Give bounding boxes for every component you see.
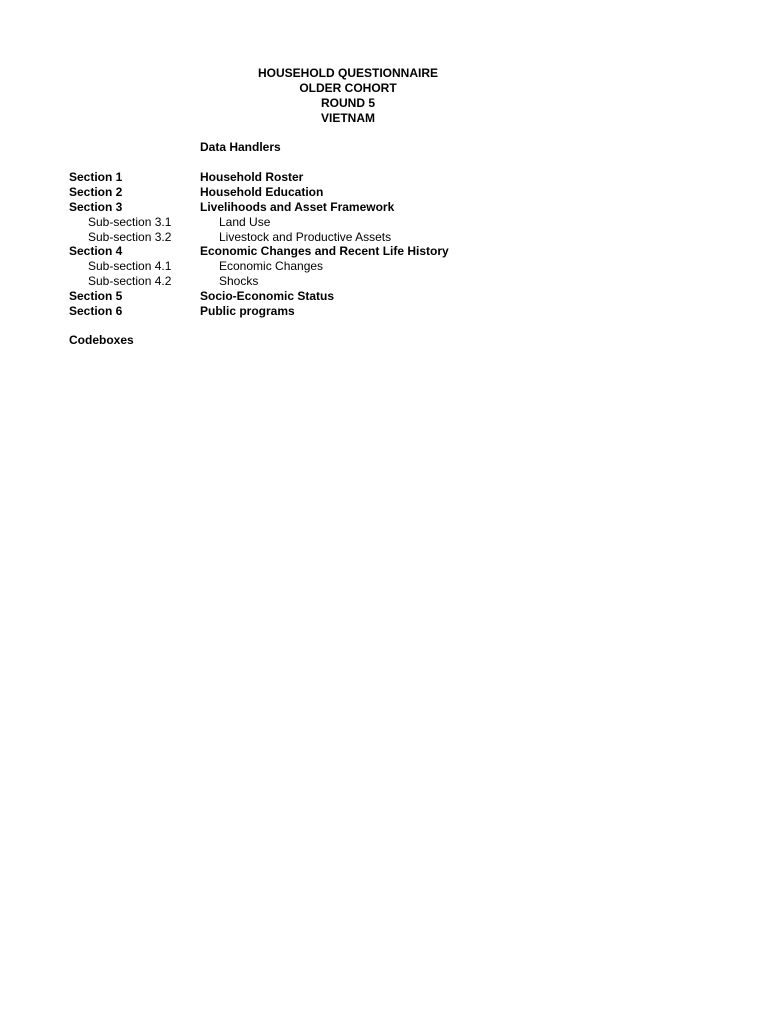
toc-title: Socio-Economic Status — [200, 289, 335, 304]
toc-title: Land Use — [219, 214, 271, 229]
title-line: VIETNAM — [321, 111, 375, 125]
toc-number: Section 3 — [69, 199, 123, 214]
toc-row-subsection-4-2 — [0, 274, 770, 289]
toc-row-subsection-3-2 — [0, 230, 770, 245]
toc-title: Public programs — [200, 304, 295, 319]
toc-number: Sub-section 3.1 — [88, 214, 172, 229]
toc-title: Shocks — [219, 274, 259, 289]
toc-title: Household Roster — [200, 170, 304, 184]
toc-number: Sub-section 4.1 — [88, 259, 172, 274]
toc-row-section-3 — [0, 200, 770, 215]
document-title — [200, 66, 496, 126]
toc-number: Sub-section 3.2 — [88, 229, 172, 244]
toc-row-subsection-4-1 — [0, 259, 770, 274]
toc-number: Section 4 — [69, 244, 123, 259]
toc-title: Household Education — [200, 184, 324, 199]
title-line: HOUSEHOLD QUESTIONNAIRE — [257, 66, 438, 80]
toc-row-subsection-3-1 — [0, 215, 770, 230]
toc-row-section-6 — [0, 304, 770, 319]
toc-number: Sub-section 4.2 — [88, 274, 172, 289]
toc-row-section-2 — [0, 185, 770, 200]
table-of-contents — [0, 170, 770, 319]
title-line: OLDER COHORT — [299, 81, 397, 95]
title-line: ROUND 5 — [320, 96, 375, 110]
toc-row-section-5 — [0, 289, 770, 304]
toc-number: Section 5 — [69, 289, 123, 304]
toc-number: Section 1 — [69, 170, 123, 184]
toc-title: Economic Changes and Recent Life History — [200, 244, 449, 259]
codeboxes-heading: Codeboxes — [69, 333, 134, 347]
toc-title: Economic Changes — [219, 259, 324, 274]
toc-title: Livestock and Productive Assets — [219, 229, 392, 244]
toc-row-section-4 — [0, 244, 770, 259]
toc-number: Section 6 — [69, 304, 123, 319]
data-handlers-heading: Data Handlers — [200, 140, 281, 154]
toc-number: Section 2 — [69, 184, 123, 199]
toc-row-section-1 — [0, 170, 770, 185]
toc-title: Livelihoods and Asset Framework — [200, 199, 395, 214]
